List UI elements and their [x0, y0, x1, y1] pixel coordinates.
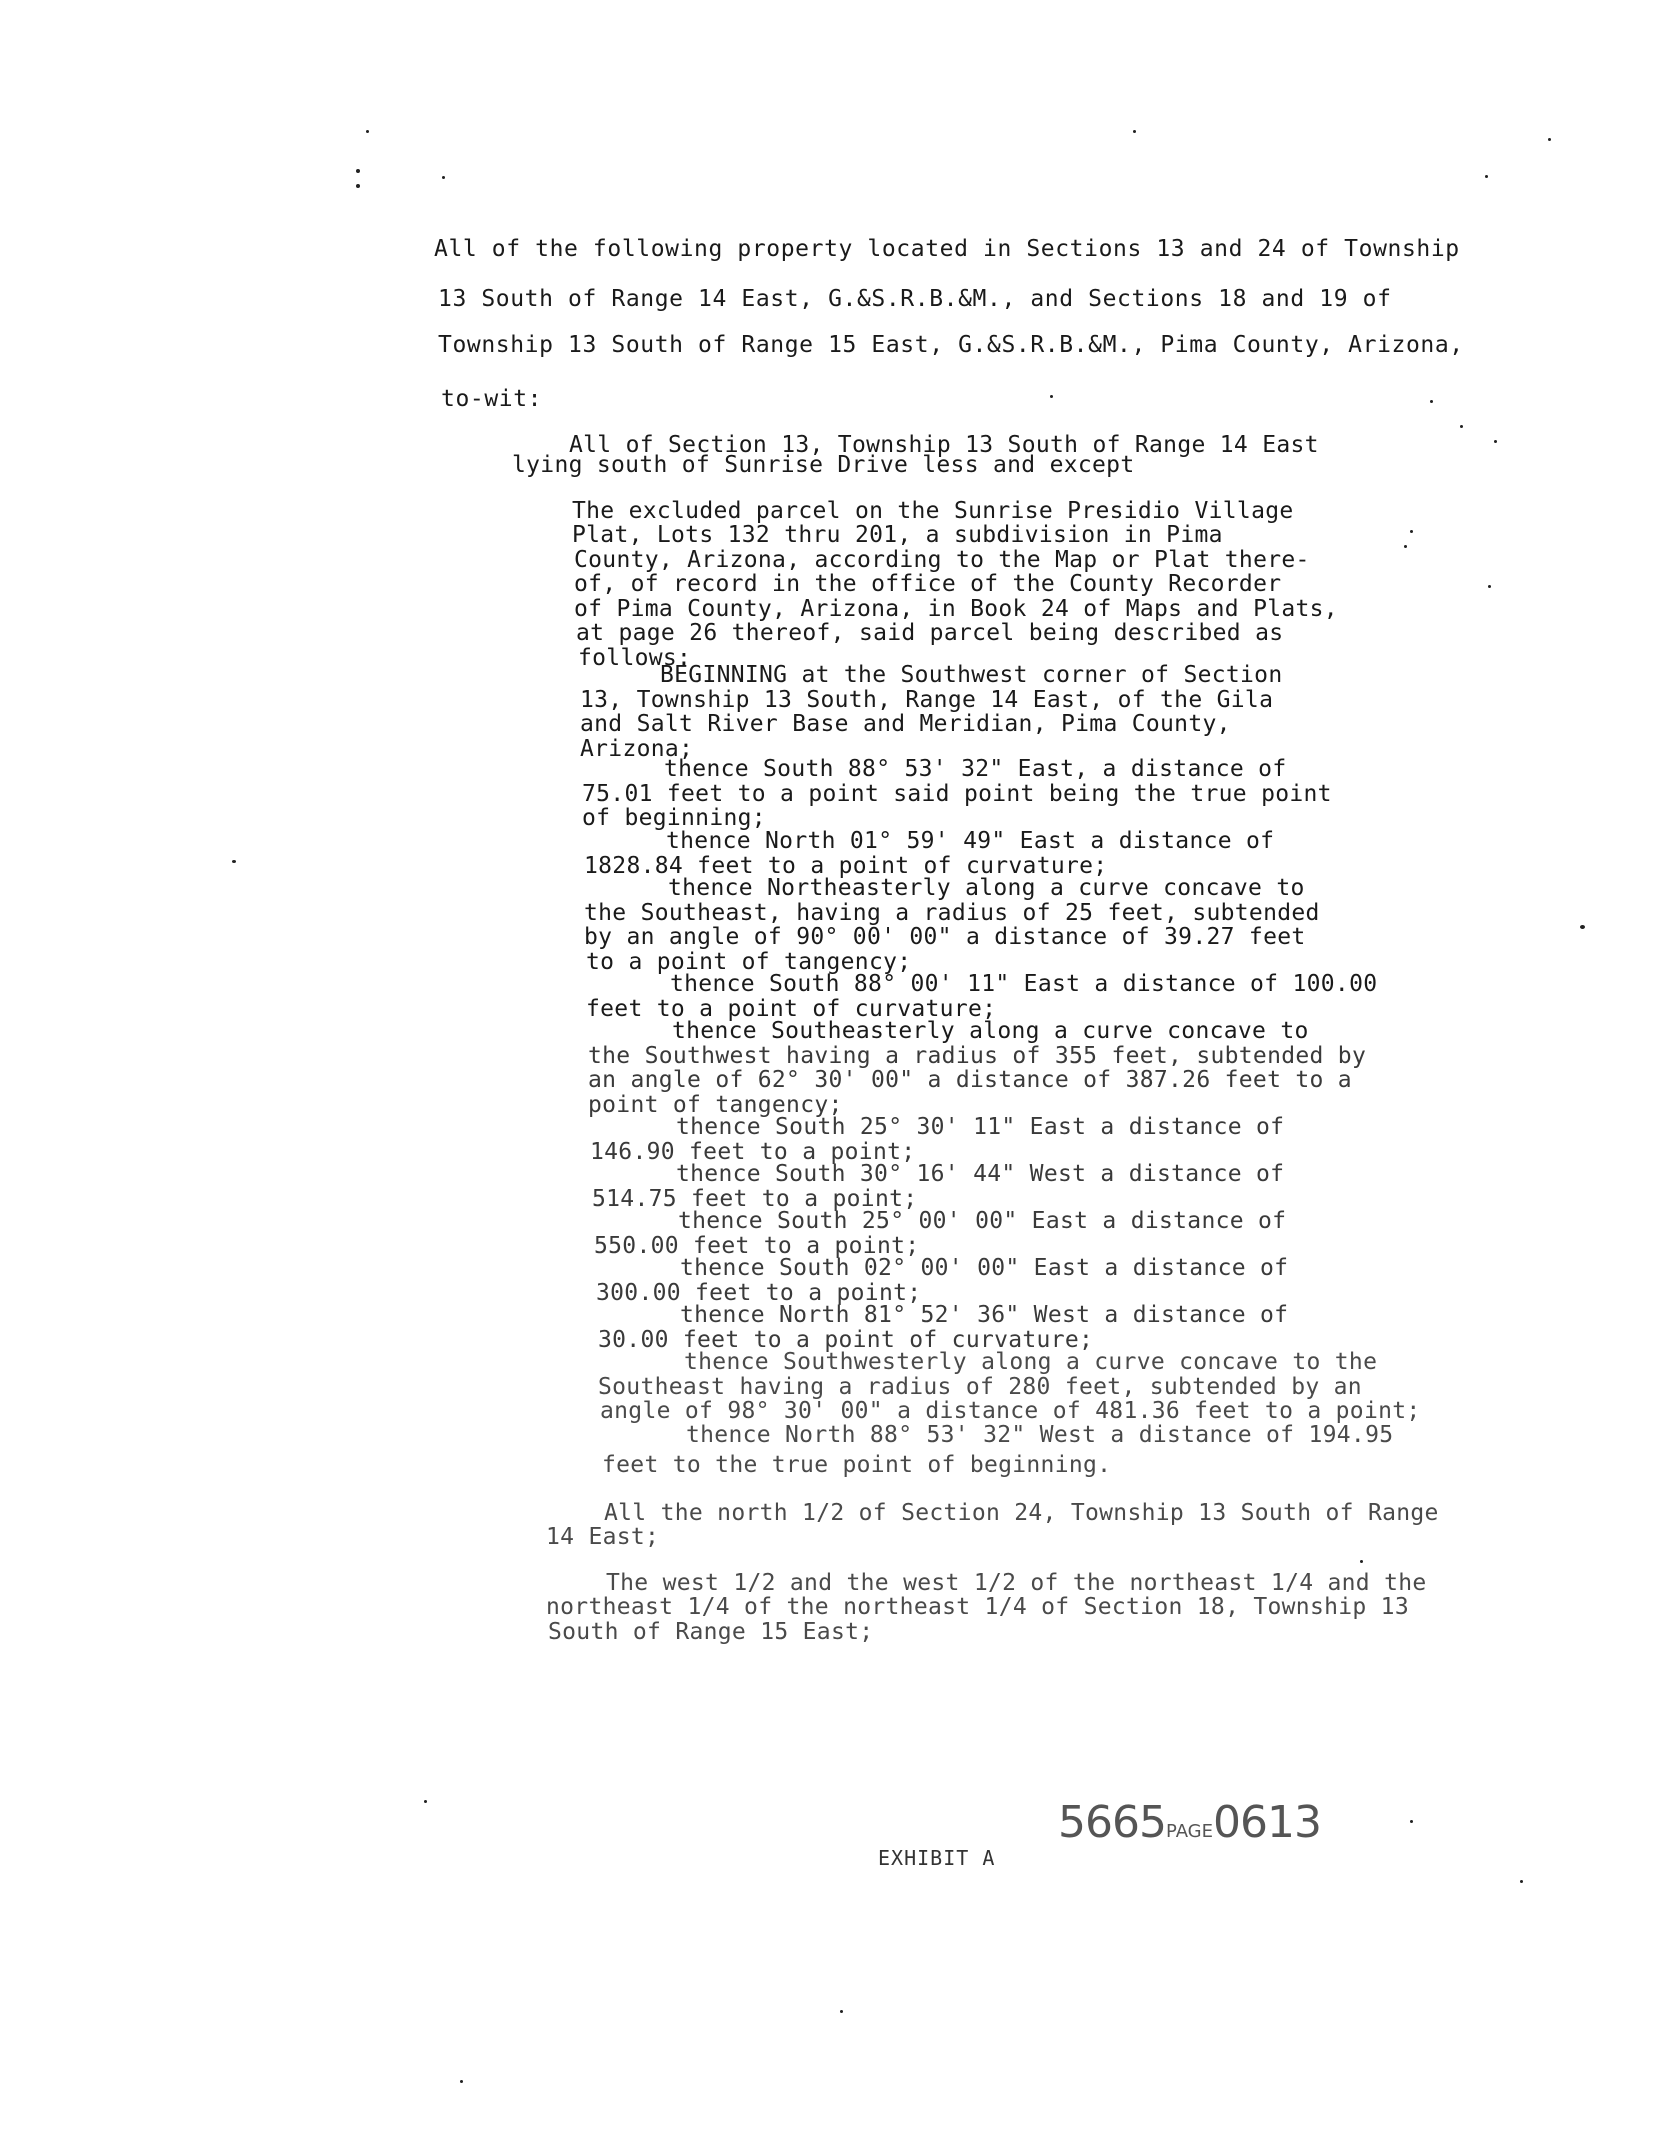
scan-speck — [1548, 138, 1551, 141]
scan-speck — [1430, 400, 1433, 403]
bounds-line: thence South 88° 00' 11" East a distance of 100.00 — [670, 971, 1378, 997]
excluded-parcel-line: County, Arizona, according to the Map or Plat there- — [574, 547, 1310, 573]
bounds-line: to a point of tangency; — [586, 949, 912, 975]
stamp-page-word: PAGE — [1165, 1821, 1214, 1842]
section-24-line: 14 East; — [546, 1524, 660, 1550]
scan-speck — [232, 860, 236, 863]
bounds-line: thence South 88° 53' 32" East, a distance of — [664, 756, 1287, 782]
excluded-parcel-line: follows: — [578, 645, 692, 671]
bounds-line: thence Southeasterly along a curve concave to — [672, 1018, 1309, 1044]
excluded-parcel-line: at page 26 thereof, said parcel being described as — [576, 620, 1284, 646]
bounds-line: of beginning; — [582, 805, 766, 831]
excluded-parcel-line: of Pima County, Arizona, in Book 24 of Maps and Plats, — [574, 596, 1338, 622]
bounds-line: 300.00 feet to a point; — [596, 1280, 922, 1306]
bounds-line: 75.01 feet to a point said point being the true point — [582, 781, 1332, 807]
bounds-line: thence South 30° 16' 44" West a distance of — [676, 1161, 1285, 1187]
bounds-line: angle of 98° 30' 00" a distance of 481.36 feet to a point; — [600, 1398, 1421, 1424]
excluded-parcel-line: Plat, Lots 132 thru 201, a subdivision in Pima — [572, 522, 1223, 548]
scan-speck — [356, 169, 360, 173]
scan-speck — [1460, 425, 1463, 428]
scan-speck — [1133, 130, 1136, 133]
bounds-line: 30.00 feet to a point of curvature; — [598, 1327, 1094, 1353]
section-13-line: lying south of Sunrise Drive less and except — [512, 452, 1135, 478]
recording-stamp — [1058, 1797, 1321, 1848]
scan-speck — [356, 184, 360, 188]
bounds-line: 514.75 feet to a point; — [592, 1186, 918, 1212]
bounds-line: BEGINNING at the Southwest corner of Section — [660, 662, 1283, 688]
section-13-line: All of Section 13, Township 13 South of Range 14 East — [569, 432, 1319, 458]
bounds-line: Arizona; — [580, 736, 694, 762]
bounds-line: thence North 81° 52' 36" West a distance of — [680, 1302, 1289, 1328]
section-18-line: northeast 1/4 of the northeast 1/4 of Section 18, Township 13 — [546, 1594, 1409, 1620]
bounds-line: 1828.84 feet to a point of curvature; — [584, 853, 1108, 879]
scan-speck — [460, 2080, 463, 2083]
excluded-parcel-line: of, of record in the office of the County Recorder — [574, 571, 1282, 597]
scan-speck — [1410, 1820, 1413, 1823]
scan-speck — [1520, 1880, 1523, 1883]
bounds-line: by an angle of 90° 00' 00" a distance of 39.27 feet — [584, 924, 1306, 950]
exhibit-label: EXHIBIT A — [878, 1846, 996, 1870]
scan-speck — [1494, 440, 1497, 443]
bounds-line: the Southeast, having a radius of 25 feet, subtended — [584, 900, 1320, 926]
bounds-line: an angle of 62° 30' 00" a distance of 387.26 feet to a — [588, 1067, 1352, 1093]
bounds-line: and Salt River Base and Meridian, Pima County, — [580, 711, 1231, 737]
bounds-line: feet to a point of curvature; — [586, 996, 997, 1022]
bounds-line: 146.90 feet to a point; — [590, 1139, 916, 1165]
bounds-line: thence North 01° 59' 49" East a distance of — [666, 828, 1275, 854]
bounds-line: point of tangency; — [588, 1092, 843, 1118]
scan-speck — [366, 130, 369, 133]
excluded-parcel-line: The excluded parcel on the Sunrise Presidio Village — [572, 498, 1294, 524]
bounds-line: thence South 25° 00' 00" East a distance of — [678, 1208, 1287, 1234]
intro-line: 13 South of Range 14 East, G.&S.R.B.&M., and Sections 18 and 19 of — [438, 286, 1392, 312]
section-18-line: The west 1/2 and the west 1/2 of the northeast 1/4 and the — [606, 1570, 1427, 1596]
bounds-line: the Southwest having a radius of 355 feet, subtended by — [588, 1043, 1367, 1069]
intro-line: All of the following property located in Sections 13 and 24 of Township — [434, 236, 1460, 262]
bounds-line: Southeast having a radius of 280 feet, subtended by an — [598, 1374, 1362, 1400]
bounds-line: thence South 25° 30' 11" East a distance of — [676, 1114, 1285, 1140]
scan-speck — [424, 1800, 427, 1803]
scan-speck — [1485, 175, 1488, 178]
scan-speck — [1410, 530, 1413, 533]
bounds-line: thence South 02° 00' 00" East a distance of — [680, 1255, 1289, 1281]
bounds-line: thence Southwesterly along a curve concave to the — [684, 1349, 1378, 1375]
stamp-book-number: 5665 — [1058, 1797, 1166, 1848]
bounds-line: 550.00 feet to a point; — [594, 1233, 920, 1259]
scan-speck — [1050, 395, 1053, 398]
intro-line: Township 13 South of Range 15 East, G.&S.R.B.&M., Pima County, Arizona, — [438, 332, 1464, 358]
scan-speck — [1404, 545, 1407, 548]
stamp-page-number: 0613 — [1213, 1797, 1321, 1848]
section-18-line: South of Range 15 East; — [548, 1619, 874, 1645]
scan-speck — [840, 2010, 843, 2013]
scan-speck — [442, 176, 445, 179]
intro-line: to-wit: — [441, 386, 543, 412]
bounds-line: thence Northeasterly along a curve concave to — [668, 875, 1305, 901]
bounds-line: 13, Township 13 South, Range 14 East, of the Gila — [580, 687, 1274, 713]
bounds-line: thence North 88° 53' 32" West a distance of 194.95 — [686, 1422, 1394, 1448]
scan-speck — [1580, 925, 1585, 929]
scan-speck — [1488, 585, 1491, 588]
section-24-line: All the north 1/2 of Section 24, Township 13 South of Range — [604, 1500, 1439, 1526]
bounds-line: feet to the true point of beginning. — [602, 1452, 1112, 1478]
scan-speck — [1360, 1560, 1363, 1563]
